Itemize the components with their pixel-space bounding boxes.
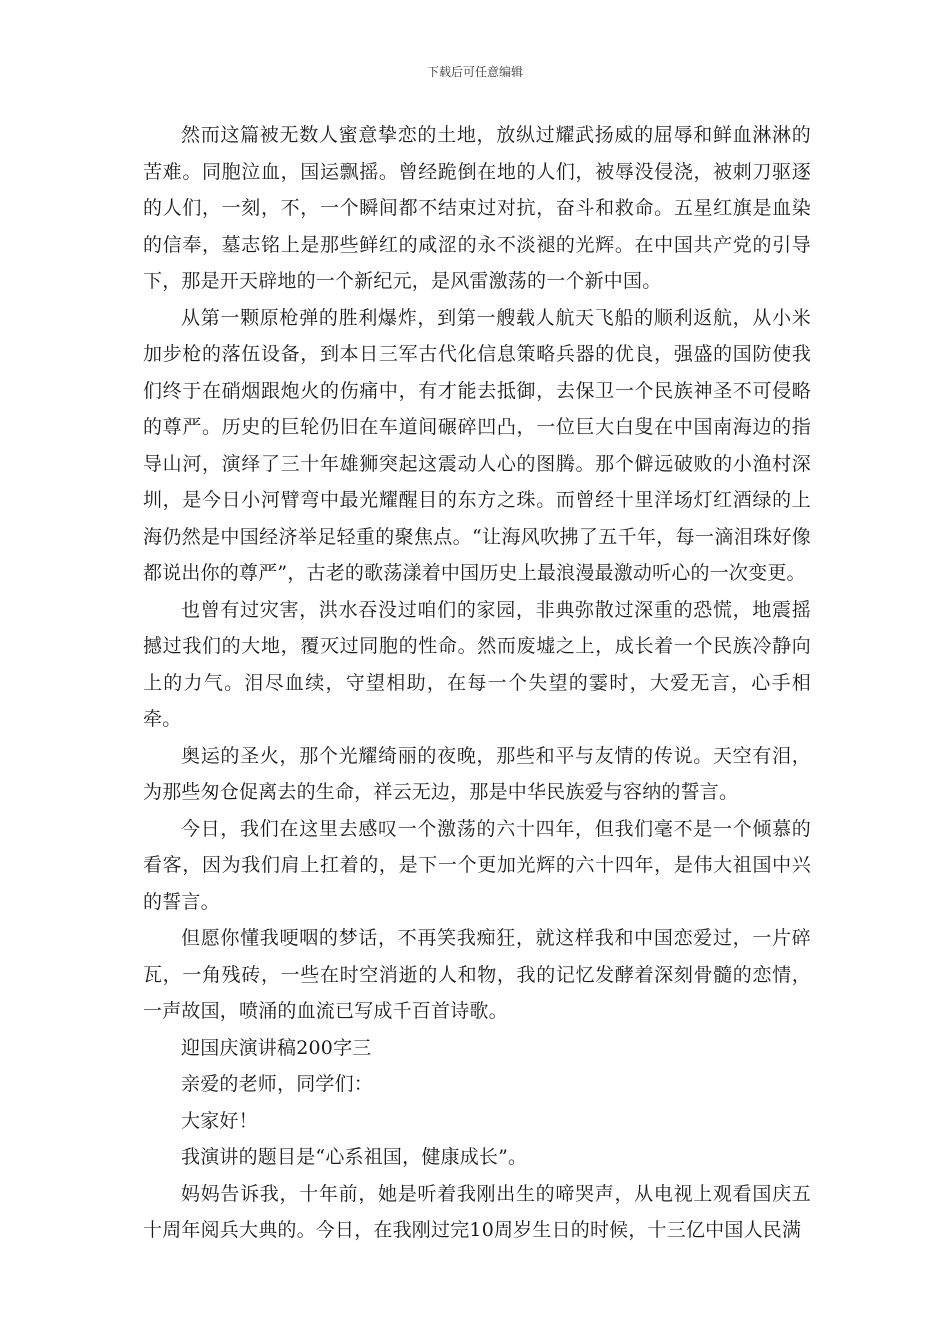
paragraph: 从第一颗原枪弹的胜利爆炸，到第一艘载人航天飞船的顺利返航，从小米加步枪的落伍设备，到本日三军古代化信息策略兵器的优良，强盛的国防使我们终于在硝烟跟炮火的伤痛中，有才能去抵御，去保卫一个民族神圣不可侵略的尊严。历史的巨轮仍旧在车道间碾碎凹凸，一位巨大白叟在中国南海边的指导山河，演绎了三十年雄狮突起这震动人心的图腾。那个僻远破败的小渔村深圳，是今日小河臂弯中最光耀醒目的东方之珠。而曾经十里洋场灯红酒绿的上海仍然是中国经济举足轻重的聚焦点。“让海风吹拂了五千年，每一滴泪珠好像都说出你的尊严”，古老的歌荡漾着中国历史上最浪漫最激动听心的一次变更。	[143, 306, 811, 584]
page-header: 下载后可任意编辑	[426, 65, 523, 79]
paragraph: 今日，我们在这里去感叹一个激荡的六十四年，但我们毫不是一个倾慕的看客，因为我们肩上扛着的，是下一个更加光辉的六十四年，是伟大祖国中兴的誓言。	[143, 817, 811, 913]
section-heading: 迎国庆演讲稿200字三	[181, 1036, 372, 1059]
paragraph: 但愿你懂我哽咽的梦话，不再笑我痴狂，就这样我和中国恋爱过，一片碎瓦，一角残砖，一些在时空消逝的人和物，我的记忆发酵着深刻骨髓的恋情，一声故国，喷涌的血流已写成千百首诗歌。	[143, 927, 811, 1022]
paragraph: 我演讲的题目是“心系祖国，健康成长”。	[181, 1146, 528, 1168]
paragraph: 奥运的圣火，那个光耀绮丽的夜晚，那些和平与友情的传说。天空有泪，为那些匆仓促离去的生命，祥云无边，那是中华民族爱与容纳的誓言。	[143, 744, 811, 803]
paragraph: 然而这篇被无数人蜜意挚恋的土地，放纵过耀武扬威的屈辱和鲜血淋淋的苦难。同胞泣血，国运飘摇。曾经跪倒在地的人们，被辱没侵浇，被刺刀驱逐的人们，一刻，不，一个瞬间都不结束过对抗，奋斗和救命。五星红旗是血染的信奉，墓志铭上是那些鲜红的咸涩的永不淡褪的光辉。在中国共产党的引导下，那是开天辟地的一个新纪元，是风雷激荡的一个新中国。	[143, 124, 811, 292]
paragraph: 妈妈告诉我，十年前，她是听着我刚出生的啼哭声，从电视上观看国庆五十周年阅兵大典的。今日，在我刚过完10周岁生日的时候，十三亿中国人民满	[143, 1182, 811, 1241]
paragraph: 也曾有过灾害，洪水吞没过咱们的家园，非典弥散过深重的恐慌，地震摇撼过我们的大地，覆灭过同胞的性命。然而废墟之上，成长着一个民族冷静向上的力气。泪尽血续，守望相助，在每一个失望的霎时，大爱无言，心手相牵。	[143, 598, 811, 730]
document-body	[143, 117, 811, 1249]
salutation: 亲爱的老师，同学们：	[181, 1073, 374, 1095]
greeting: 大家好！	[181, 1109, 258, 1132]
